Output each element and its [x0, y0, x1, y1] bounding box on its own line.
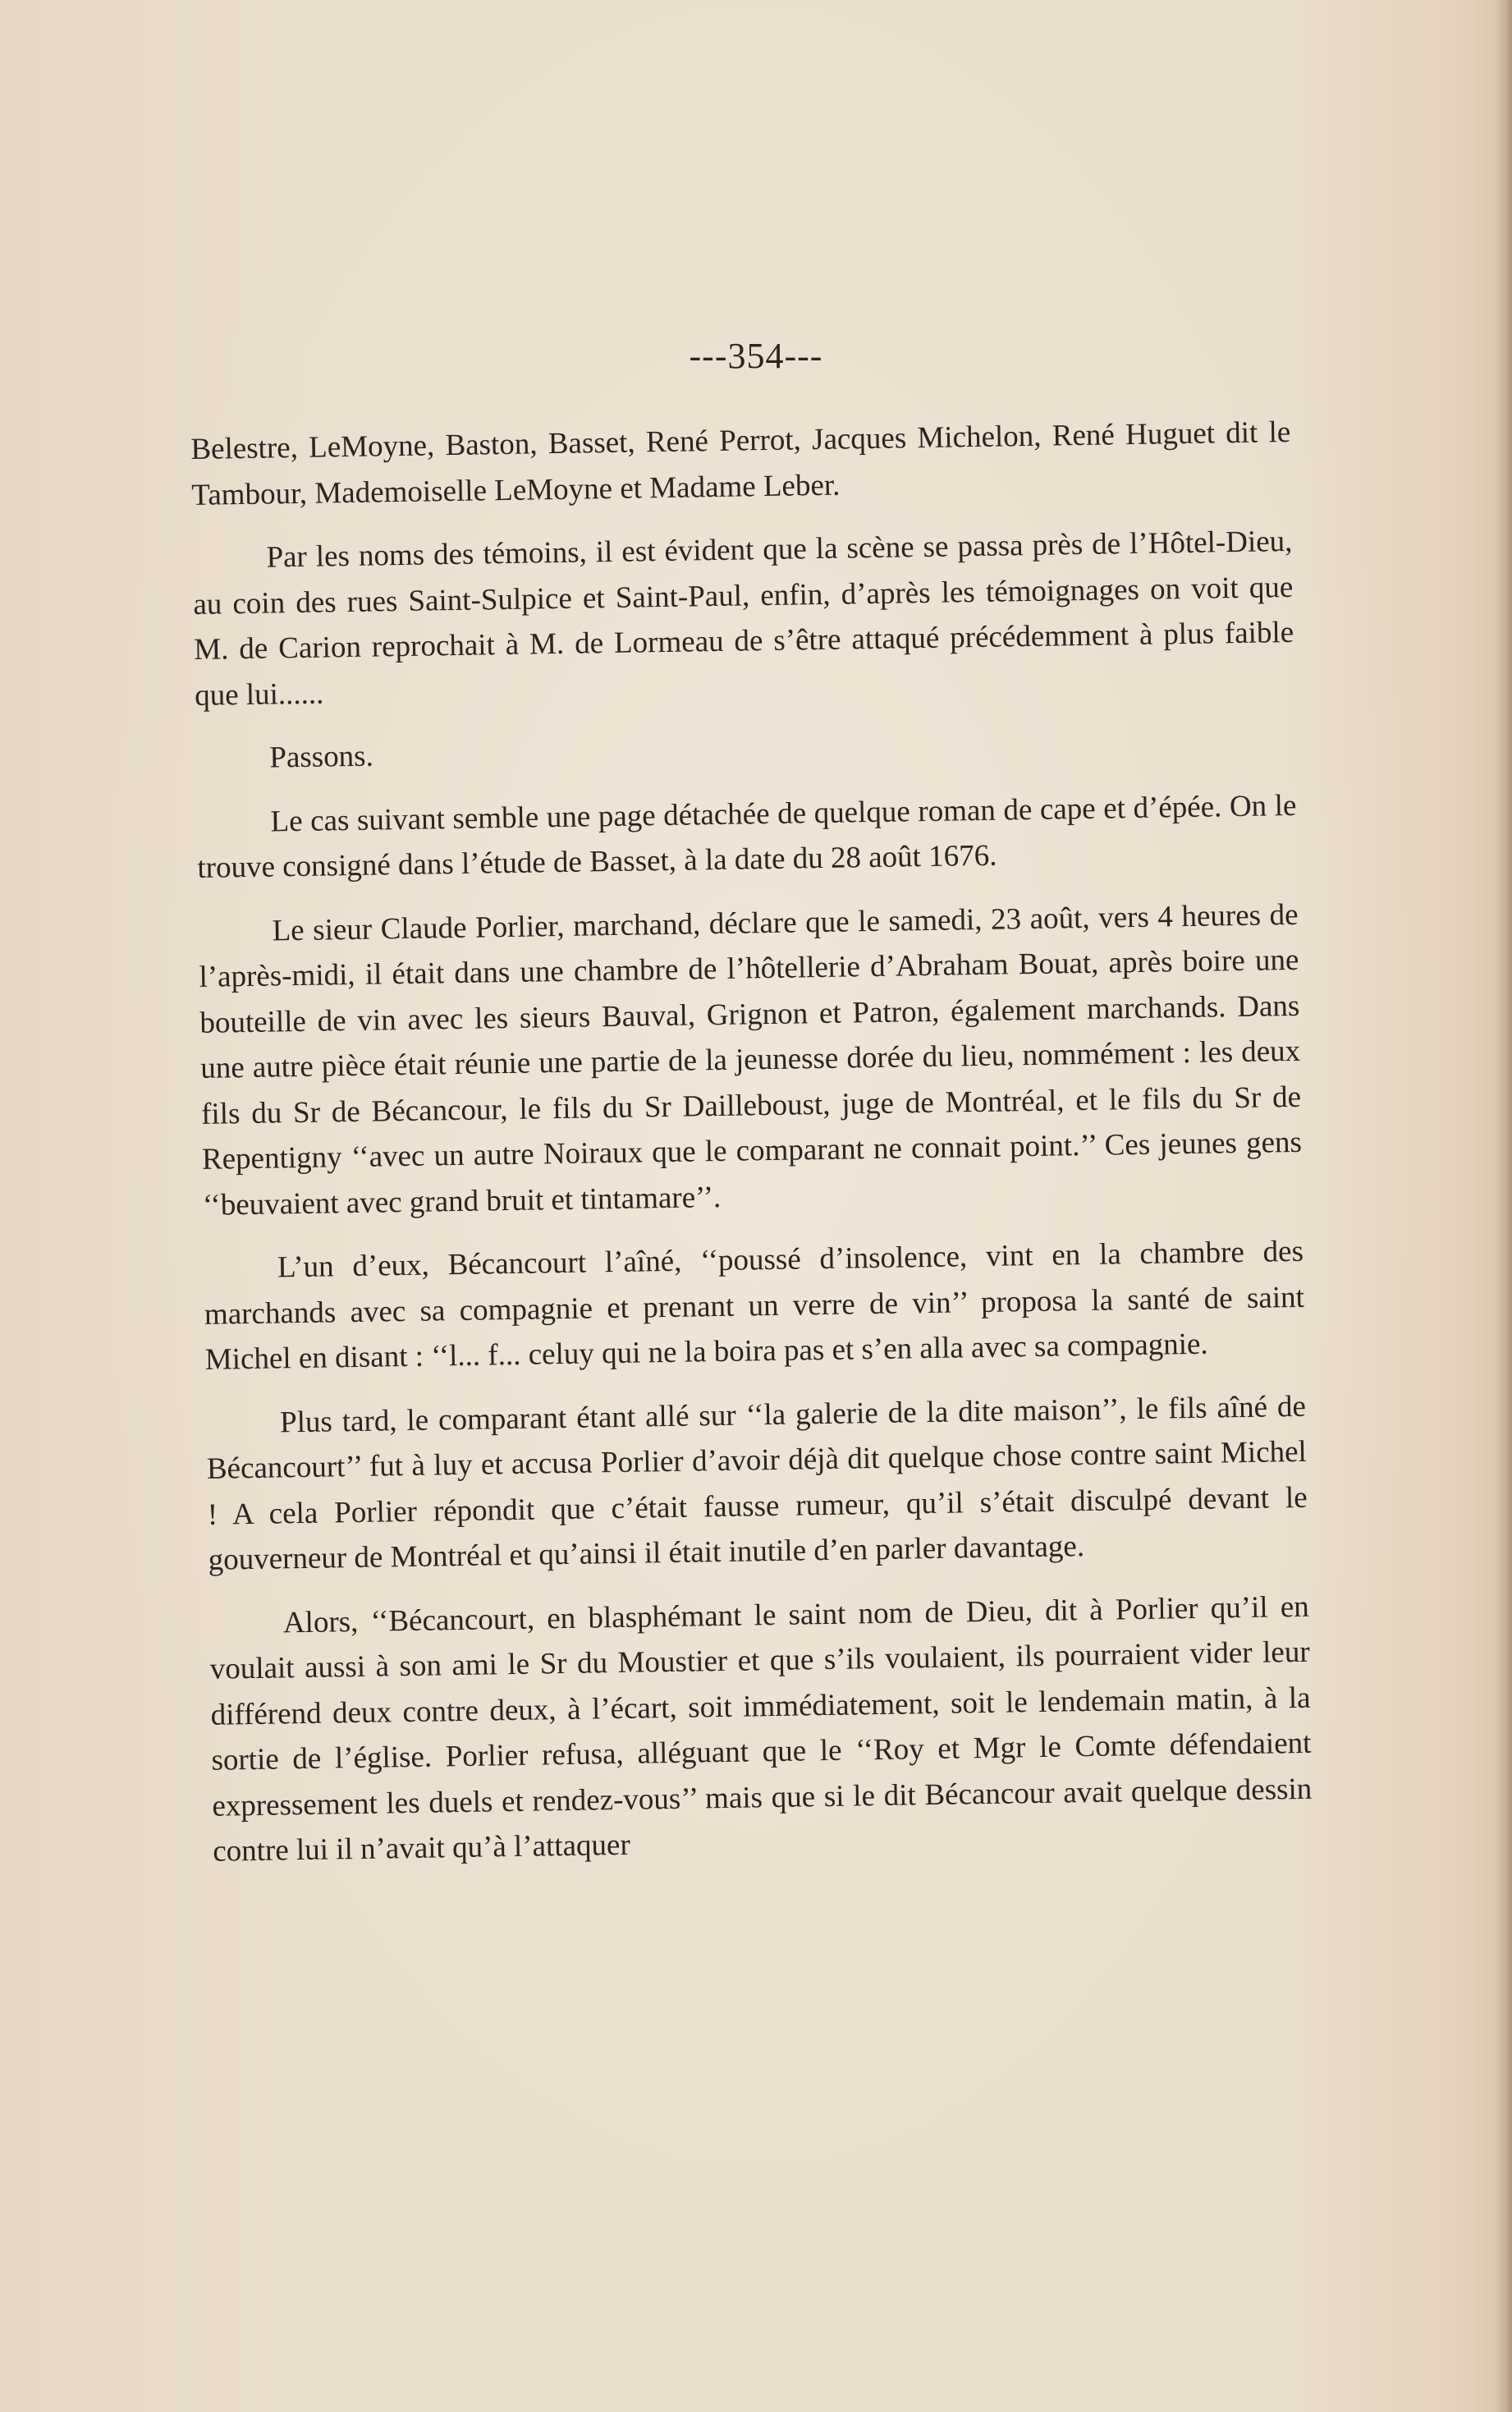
paragraph: Le sieur Claude Porlier, marchand, déclare que le samedi, 23 août, vers 4 heures de l’après-midi, il était dans une chambre de l’hôtellerie d’Abraham Bouat, après boire une bouteille de vin avec les sieurs Bauval, Grignon et Patron, également marchands. Dans une autre pièce était réunie une partie de la jeunesse dorée du lieu, nommément : les deux fils du Sr de Bécancour, le fils du Sr Dailleboust, juge de Montréal, et le fils du Sr de Repentigny ‘‘avec un autre Noiraux que le comparant ne connait point.’’ Ces jeunes gens ‘‘beuvaient avec grand bruit et tintamare’’. [199, 897, 1303, 1222]
paragraph: L’un d’eux, Bécancourt l’aîné, ‘‘poussé d’insolence, vint en la chambre des marchands avec sa compagnie et prenant un verre de vin’’ proposa la santé de saint Michel en disant : ‘‘l... f... celuy qui ne la boira pas et s’en alla avec sa compagnie. [204, 1234, 1305, 1377]
paragraph: Le cas suivant semble une page détachée de quelque roman de cape et d’épée. On le trouve consigné dans l’étude de Basset, à la date du 28 août 1676. [197, 788, 1297, 885]
body-text [190, 410, 1313, 1892]
paragraph: Passons. [269, 739, 374, 775]
paragraph-continuation: Belestre, LeMoyne, Baston, Basset, René Perrot, Jacques Michelon, René Huguet dit le Tambour, Mademoiselle LeMoyne et Madame Leber. [190, 415, 1291, 512]
paragraph: Alors, ‘‘Bécancourt, en blasphémant le saint nom de Dieu, dit à Porlier qu’il en voulait aussi à son ami le Sr du Moustier et que s’ils voulaient, ils pourraient vider leur différend deux contre deux, à l’écart, soit immédiatement, soit le lendemain matin, à la sortie de l’église. Porlier refusa, alléguant que le ‘‘Roy et Mgr le Comte défendaient expressement les duels et rendez-vous’’ mais que si le dit Bécancour avait quelque dessin contre lui il n’avait qu’à l’attaquer [209, 1589, 1313, 1869]
paragraph: Plus tard, le comparant étant allé sur ‘‘la galerie de la dite maison’’, le fils aîné de Bécancourt’’ fut à luy et accusa Porlier d’avoir déjà dit quelque chose contre saint Michel ! A cela Porlier répondit que c’était fausse rumeur, qu’il s’était disculpé devant le gouverneur de Montréal et qu’ainsi il était inutile d’en parler davantage. [206, 1389, 1308, 1577]
page-number: ---354--- [689, 336, 823, 376]
paragraph: Par les noms des témoins, il est évident que la scène se passa près de l’Hôtel-Dieu, au coin des rues Saint-Sulpice et Saint-Paul, enfin, d’après les témoignages on voit que M. de Carion reprochait à M. de Lormeau de s’être attaqué précédemment à plus faible que lui...... [193, 524, 1294, 713]
